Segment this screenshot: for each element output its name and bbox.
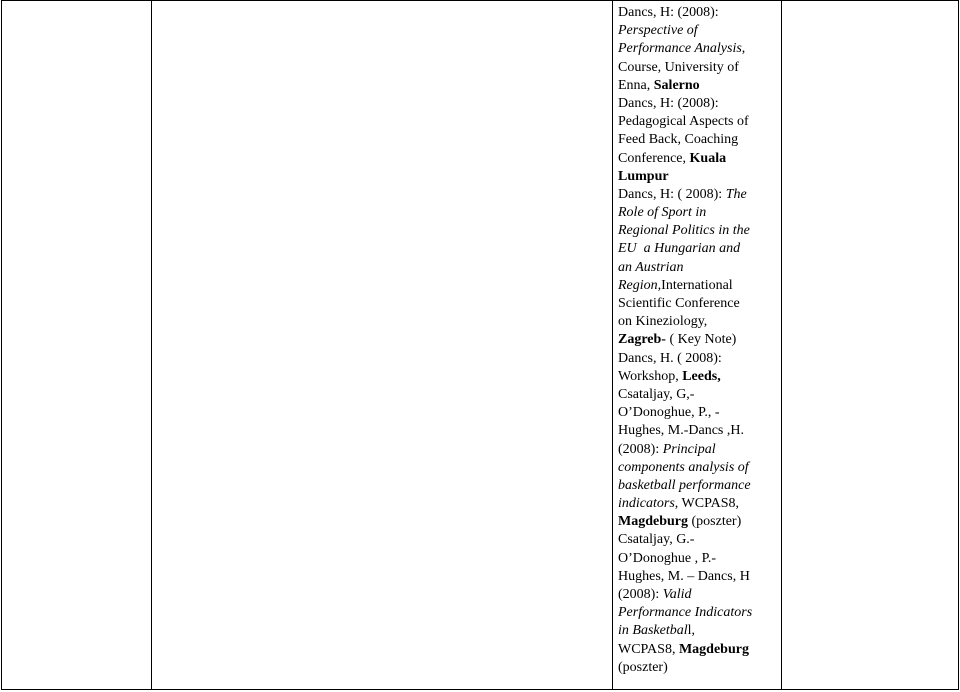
text-segment: an Austrian	[618, 259, 684, 275]
text-line	[618, 4, 778, 22]
text-line	[618, 59, 778, 77]
text-segment: basketball performance	[618, 477, 751, 493]
text-segment: Csataljay, G.-	[618, 532, 695, 548]
text-line	[618, 513, 778, 531]
text-segment: Conference,	[618, 150, 690, 166]
table-bottom-border	[1, 689, 959, 690]
table-column-divider	[958, 0, 959, 690]
text-line	[618, 259, 778, 277]
text-segment: Regional Politics in the	[618, 223, 750, 239]
text-line	[618, 113, 778, 131]
text-segment: Salerno	[653, 77, 700, 93]
publication-list-cell	[618, 4, 778, 677]
text-line	[618, 222, 778, 240]
text-segment: ,	[741, 41, 746, 57]
text-segment: ( Key Note)	[665, 332, 737, 348]
text-segment: Principal	[662, 441, 716, 457]
text-segment: on Kineziology,	[618, 314, 708, 330]
text-line	[618, 277, 778, 295]
text-segment: Region,	[618, 277, 662, 293]
text-line	[618, 40, 778, 58]
text-line	[618, 240, 778, 258]
text-segment: Pedagogical Aspects of	[618, 114, 749, 130]
text-segment: WCPAS8,	[618, 641, 679, 657]
text-segment: Enna,	[618, 77, 654, 93]
text-line	[618, 368, 778, 386]
text-line	[618, 659, 778, 677]
text-segment: Dancs, H: (2008):	[618, 5, 719, 20]
text-segment: Magdeburg	[678, 641, 749, 657]
text-line	[618, 604, 778, 622]
text-line	[618, 386, 778, 404]
text-segment: Scientific Conference	[618, 296, 740, 311]
text-segment: Dancs, H: (2008):	[618, 95, 719, 111]
text-segment: Dancs, H. ( 2008):	[618, 350, 722, 366]
text-segment: Role of Sport in	[618, 205, 707, 221]
text-line	[618, 22, 778, 40]
text-line	[618, 622, 778, 640]
text-segment: Performance Analysis	[618, 41, 742, 57]
text-segment: Dancs, H: ( 2008):	[618, 186, 726, 202]
table-column-divider	[1, 0, 2, 690]
text-segment: Zagreb-	[618, 332, 666, 348]
table-column-divider	[781, 0, 782, 690]
text-line	[618, 331, 778, 349]
text-segment: O’Donoghue , P.-	[618, 550, 716, 566]
text-segment: components analysis of	[618, 459, 749, 475]
text-segment: O’Donoghue, P., -	[618, 405, 720, 421]
text-segment: Lumpur	[618, 168, 669, 184]
table-column-divider	[612, 0, 613, 690]
text-line	[618, 313, 778, 331]
text-segment: Magdeburg	[618, 514, 688, 530]
text-line	[618, 204, 778, 222]
text-line	[618, 477, 778, 495]
text-line	[618, 531, 778, 549]
text-segment: indicators	[618, 496, 675, 512]
text-line	[618, 350, 778, 368]
text-segment: Feed Back, Coaching	[618, 132, 739, 148]
table-column-divider	[151, 0, 152, 690]
text-segment: , WCPAS8,	[674, 496, 739, 512]
text-segment: (poszter)	[688, 514, 742, 530]
text-line	[618, 495, 778, 513]
text-line	[618, 168, 778, 186]
text-segment: Valid	[662, 587, 692, 602]
text-line	[618, 641, 778, 659]
text-line	[618, 441, 778, 459]
text-segment: Perspective of	[618, 23, 698, 39]
text-line	[618, 131, 778, 149]
text-segment: The	[725, 186, 747, 202]
text-line	[618, 404, 778, 422]
text-line	[618, 95, 778, 113]
text-segment: (2008):	[618, 441, 663, 457]
text-segment: in Basketbal	[618, 623, 688, 639]
text-segment: Workshop,	[618, 368, 683, 384]
text-segment: Course, University of	[618, 59, 739, 75]
text-line	[618, 459, 778, 477]
text-segment: Performance Indicators	[618, 605, 753, 621]
text-segment: Kuala	[689, 150, 727, 166]
text-line	[618, 150, 778, 168]
text-line	[618, 186, 778, 204]
text-line	[618, 422, 778, 440]
text-segment: EU a Hungarian and	[618, 241, 741, 257]
text-segment: Csataljay, G,-	[618, 386, 695, 402]
text-segment: International	[661, 277, 733, 293]
table-top-border	[1, 0, 959, 1]
text-segment: Hughes, M. – Dancs, H	[618, 568, 750, 584]
text-segment: l,	[687, 623, 695, 639]
text-line	[618, 77, 778, 95]
text-line	[618, 568, 778, 586]
text-line	[618, 586, 778, 604]
text-segment: Hughes, M.-Dancs ,H.	[618, 423, 744, 439]
text-segment: (2008):	[618, 587, 663, 602]
text-segment: Leeds,	[682, 368, 721, 384]
text-segment: (poszter)	[618, 659, 668, 675]
text-line	[618, 295, 778, 313]
text-line	[618, 550, 778, 568]
